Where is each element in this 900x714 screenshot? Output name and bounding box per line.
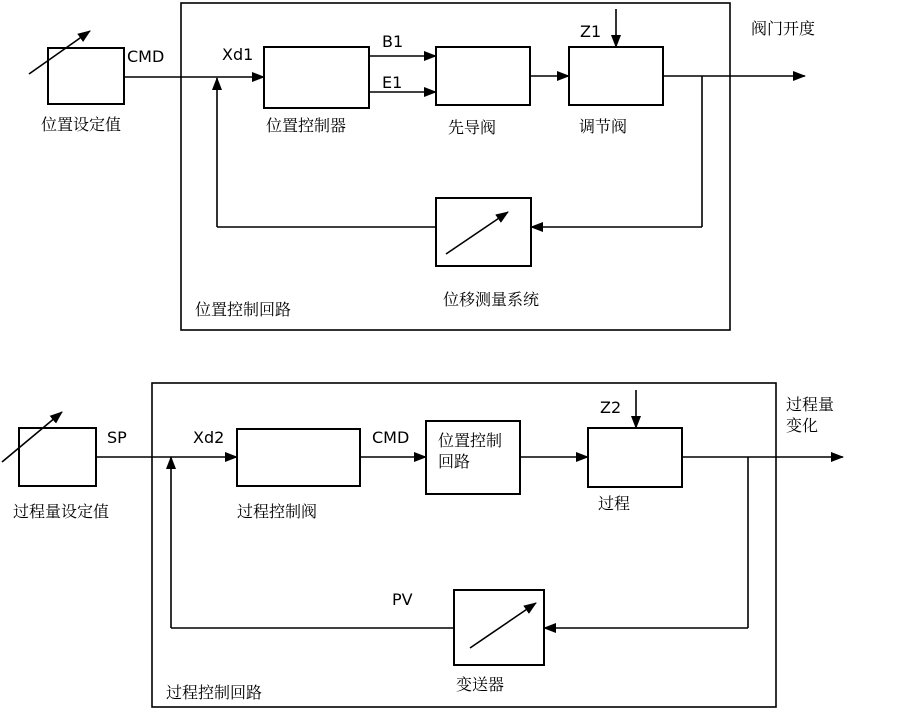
b1-signal-label: B1 — [382, 32, 404, 51]
displacement-measurement-box — [436, 198, 531, 266]
position-setpoint-label: 位置设定值 — [41, 115, 122, 134]
process-output-label-line2: 变化 — [786, 416, 819, 435]
z1-signal-label: Z1 — [580, 22, 602, 41]
e1-signal-label: E1 — [382, 73, 403, 92]
position-loop-caption: 位置控制回路 — [195, 300, 292, 319]
position-controller-box — [264, 47, 369, 108]
pilot-valve-label: 先导阀 — [448, 118, 497, 137]
position-control-loop — [29, 3, 815, 330]
inner-position-loop-label-line1: 位置控制 — [438, 431, 503, 450]
cmd2-signal-label: CMD — [372, 428, 410, 447]
regulating-valve-label: 调节阀 — [579, 117, 628, 136]
process-label: 过程 — [598, 494, 631, 513]
position-controller-label: 位置控制器 — [266, 116, 347, 135]
process-loop-caption: 过程控制回路 — [166, 683, 263, 702]
process-box — [588, 428, 682, 487]
xd2-signal-label: Xd2 — [193, 428, 225, 447]
valve-opening-label: 阀门开度 — [751, 19, 816, 38]
xd1-signal-label: Xd1 — [222, 45, 254, 64]
transmitter-label: 变送器 — [456, 675, 505, 694]
regulating-valve-box — [569, 47, 663, 105]
process-control-valve-box — [237, 429, 360, 486]
sp-signal-label: SP — [107, 428, 127, 447]
process-output-label-line1: 过程量 — [786, 395, 835, 414]
process-setpoint-box — [19, 428, 96, 486]
displacement-measurement-diagonal-arrow — [446, 212, 508, 254]
cmd-signal-label: CMD — [127, 47, 165, 66]
pilot-valve-box — [436, 47, 530, 105]
process-control-valve-label: 过程控制阀 — [237, 502, 318, 521]
process-control-loop — [2, 383, 843, 707]
process-setpoint-adjust-arrow — [2, 412, 62, 462]
inner-position-loop-label-line2: 回路 — [438, 452, 471, 471]
process-setpoint-label: 过程量设定值 — [13, 502, 110, 521]
displacement-measurement-label: 位移测量系统 — [443, 290, 540, 309]
pv-signal-label: PV — [392, 590, 413, 609]
position-setpoint-box — [48, 48, 124, 104]
z2-signal-label: Z2 — [600, 398, 622, 417]
transmitter-diagonal-arrow — [470, 603, 536, 648]
position-setpoint-adjust-arrow — [29, 31, 90, 74]
